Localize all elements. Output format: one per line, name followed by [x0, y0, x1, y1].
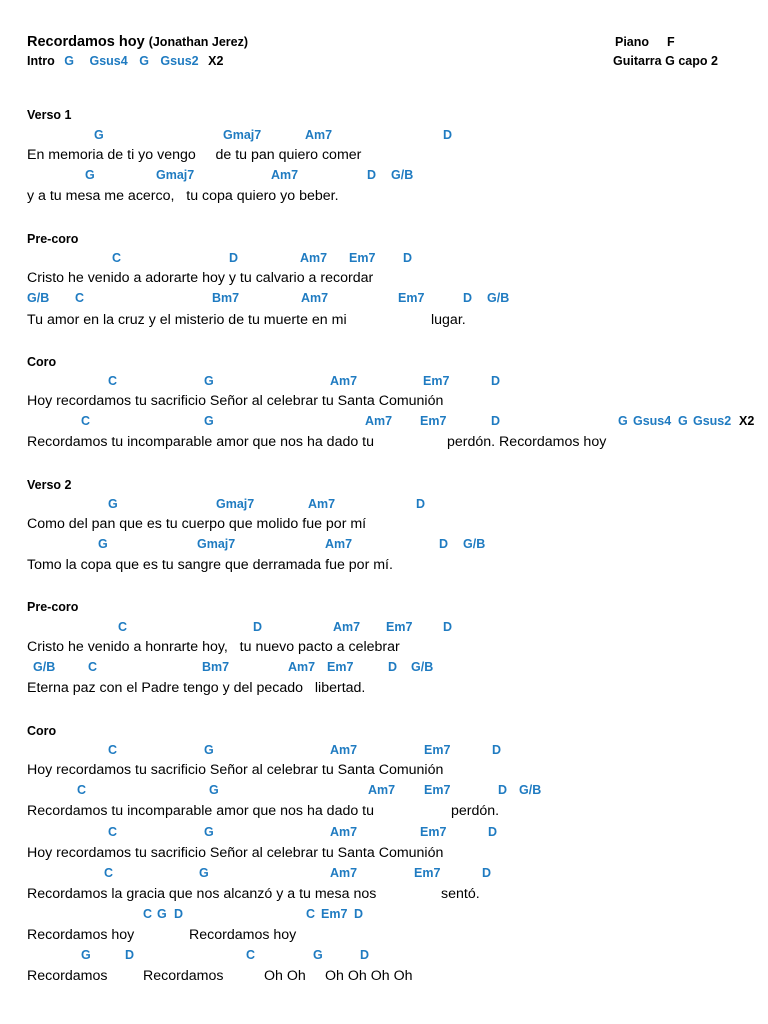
lyric-text: Recordamos	[27, 968, 108, 984]
chord: G	[204, 414, 214, 428]
chord: D	[253, 620, 263, 634]
intro-line	[27, 54, 223, 68]
lyric-line: Hoy recordamos tu sacrificio Señor al celebrar tu Santa Comunión	[27, 762, 444, 778]
chord: C	[81, 414, 91, 428]
chord: C	[112, 251, 122, 265]
lyric-text: lugar.	[431, 312, 466, 328]
chord: G	[199, 866, 209, 880]
chord: D	[498, 783, 508, 797]
lyric-text: Cristo he venido a honrarte hoy, tu nuevo pacto a celebrar	[27, 639, 400, 655]
lyric-line	[27, 968, 413, 984]
chord: C	[108, 825, 118, 839]
lyric-text: Oh Oh Oh Oh	[325, 968, 413, 984]
chord: Am7	[330, 743, 358, 757]
chord: Em7	[398, 291, 425, 305]
chord: Am7	[308, 497, 336, 511]
chord: Gmaj7	[156, 168, 195, 182]
lyric-line	[27, 803, 500, 819]
chord: D	[388, 660, 398, 674]
chord: Am7	[305, 128, 333, 142]
chord: G/B	[487, 291, 510, 305]
chord: Am7	[330, 374, 358, 388]
chord: D	[488, 825, 498, 839]
chord: Em7	[423, 374, 450, 388]
chord: G	[678, 414, 688, 428]
chord: D	[354, 907, 364, 921]
lyric-line	[27, 188, 339, 204]
piano-key-value: F	[667, 35, 675, 49]
section-label: Coro	[27, 724, 57, 738]
lyric-text: Recordamos tu incomparable amor que nos ha dado tu	[27, 803, 375, 819]
lyric-line	[27, 312, 466, 328]
chord: D	[491, 414, 501, 428]
guitar-key	[613, 54, 718, 68]
song-title	[27, 34, 248, 50]
lyric-line	[27, 147, 361, 163]
section-label: Pre-coro	[27, 600, 79, 614]
chord: Em7	[349, 251, 376, 265]
chord: G	[81, 948, 91, 962]
chord-line	[0, 128, 768, 144]
lyric-text: Recordamos tu incomparable amor que nos ha dado tu	[27, 434, 375, 450]
chord: G	[64, 54, 74, 68]
repeat-mark: X2	[739, 414, 755, 428]
lyric-text: Eterna paz con el Padre tengo y del pecado libertad.	[27, 680, 366, 696]
lyric-text: Recordamos	[143, 968, 224, 984]
chord: Gsus2	[160, 54, 199, 68]
chord: C	[108, 374, 118, 388]
composer-text: (Jonathan Jerez)	[148, 35, 249, 49]
lyric-line	[27, 927, 297, 943]
chord: Gmaj7	[197, 537, 236, 551]
chord-line	[0, 620, 768, 636]
chord-line	[0, 866, 768, 882]
chord-line	[0, 660, 768, 676]
chord-line	[0, 948, 768, 964]
chord-line	[0, 537, 768, 553]
lyric-line	[27, 680, 365, 696]
chord: D	[463, 291, 473, 305]
chord: Am7	[368, 783, 396, 797]
chord: D	[403, 251, 413, 265]
chord: D	[125, 948, 135, 962]
lyric-text: En memoria de ti yo vengo de tu pan quiero comer	[27, 147, 362, 163]
chord: G	[94, 128, 104, 142]
chord: G/B	[463, 537, 486, 551]
chord-line	[0, 414, 768, 430]
chord: Gmaj7	[223, 128, 262, 142]
chord: D	[491, 374, 501, 388]
piano-label: Piano	[615, 35, 650, 49]
lyric-text: perdón.	[451, 803, 500, 819]
chord: C	[108, 743, 118, 757]
chord-line	[0, 783, 768, 799]
chord-line	[0, 168, 768, 184]
title-text: Recordamos hoy	[27, 34, 145, 50]
chord: G	[85, 168, 95, 182]
chord: G	[313, 948, 323, 962]
guitar-capo: capo 2	[678, 54, 718, 68]
repeat-mark: X2	[208, 54, 224, 68]
chord: Em7	[414, 866, 441, 880]
chord: Am7	[365, 414, 393, 428]
chord: Bm7	[212, 291, 240, 305]
section-label: Coro	[27, 355, 57, 369]
chord: C	[75, 291, 85, 305]
chord: D	[482, 866, 492, 880]
chord: G/B	[27, 291, 50, 305]
lyric-line: Cristo he venido a adorarte hoy y tu calvario a recordar	[27, 270, 374, 286]
chord: Am7	[271, 168, 299, 182]
chord: D	[416, 497, 426, 511]
lyric-text: Recordamos la gracia que nos alcanzó y a tu mesa nos	[27, 886, 377, 902]
section-label: Pre-coro	[27, 232, 79, 246]
chord: Am7	[288, 660, 316, 674]
chord: D	[443, 620, 453, 634]
chord: Gsus4	[89, 54, 128, 68]
chord: C	[77, 783, 87, 797]
chord: G/B	[391, 168, 414, 182]
lyric-text: sentó.	[441, 886, 480, 902]
chord-line	[0, 291, 768, 307]
chord-line	[0, 907, 768, 923]
chord: G	[108, 497, 118, 511]
chord-line	[0, 251, 768, 267]
chord: G	[98, 537, 108, 551]
lyric-line	[27, 886, 480, 902]
chord: D	[367, 168, 377, 182]
chord: Am7	[300, 251, 328, 265]
chord-line	[0, 825, 768, 841]
chord: C	[306, 907, 316, 921]
chord: Am7	[330, 825, 358, 839]
chord: G/B	[411, 660, 434, 674]
lyric-text: Recordamos hoy	[27, 927, 135, 943]
chord: D	[492, 743, 502, 757]
chord: Am7	[325, 537, 353, 551]
intro-label: Intro	[27, 54, 55, 68]
lyric-line	[27, 434, 607, 450]
piano-key	[615, 35, 675, 49]
lyric-line: Hoy recordamos tu sacrificio Señor al celebrar tu Santa Comunión	[27, 845, 444, 861]
chord: Gmaj7	[216, 497, 255, 511]
chord: C	[118, 620, 128, 634]
lyric-line: Como del pan que es tu cuerpo que molido fue por mí	[27, 516, 367, 532]
lyric-text: Recordamos hoy	[189, 927, 297, 943]
lyric-text: y a tu mesa me acerco, tu copa quiero yo beber.	[27, 188, 339, 204]
chord: Am7	[301, 291, 329, 305]
chord: G/B	[519, 783, 542, 797]
chord: G	[157, 907, 167, 921]
chord: D	[174, 907, 184, 921]
chord-line	[0, 743, 768, 759]
chord: G	[204, 825, 214, 839]
chord: G	[139, 54, 149, 68]
chord: Em7	[321, 907, 348, 921]
chord: D	[439, 537, 449, 551]
chord: C	[143, 907, 153, 921]
chord: Em7	[424, 743, 451, 757]
chord: Em7	[327, 660, 354, 674]
chord-line	[0, 497, 768, 513]
chord: Em7	[424, 783, 451, 797]
chord: G	[209, 783, 219, 797]
chord: D	[360, 948, 370, 962]
chord: G	[204, 374, 214, 388]
guitar-label: Guitarra	[613, 54, 662, 68]
chord: D	[229, 251, 239, 265]
chord: C	[88, 660, 98, 674]
chord: Em7	[420, 825, 447, 839]
section-label: Verso 2	[27, 478, 72, 492]
chord: Am7	[330, 866, 358, 880]
lyric-line: Hoy recordamos tu sacrificio Señor al celebrar tu Santa Comunión	[27, 393, 444, 409]
chord: G	[618, 414, 628, 428]
lyric-line: Tomo la copa que es tu sangre que derramada fue por mí.	[27, 557, 393, 573]
chord: C	[246, 948, 256, 962]
chord: G/B	[33, 660, 56, 674]
lyric-text: perdón. Recordamos hoy	[447, 434, 607, 450]
lyric-text: Tu amor en la cruz y el misterio de tu muerte en mi	[27, 312, 347, 328]
chord: Am7	[333, 620, 361, 634]
chord: Em7	[386, 620, 413, 634]
chord: Bm7	[202, 660, 230, 674]
chord: Gsus2	[693, 414, 732, 428]
chord: G	[204, 743, 214, 757]
chord: Em7	[420, 414, 447, 428]
chord-line	[0, 374, 768, 390]
chord: C	[104, 866, 114, 880]
chord: D	[443, 128, 453, 142]
chord: Gsus4	[633, 414, 672, 428]
lyric-text: Oh Oh	[264, 968, 306, 984]
section-label: Verso 1	[27, 108, 72, 122]
lyric-line	[27, 639, 400, 655]
guitar-key-value: G	[665, 54, 675, 68]
